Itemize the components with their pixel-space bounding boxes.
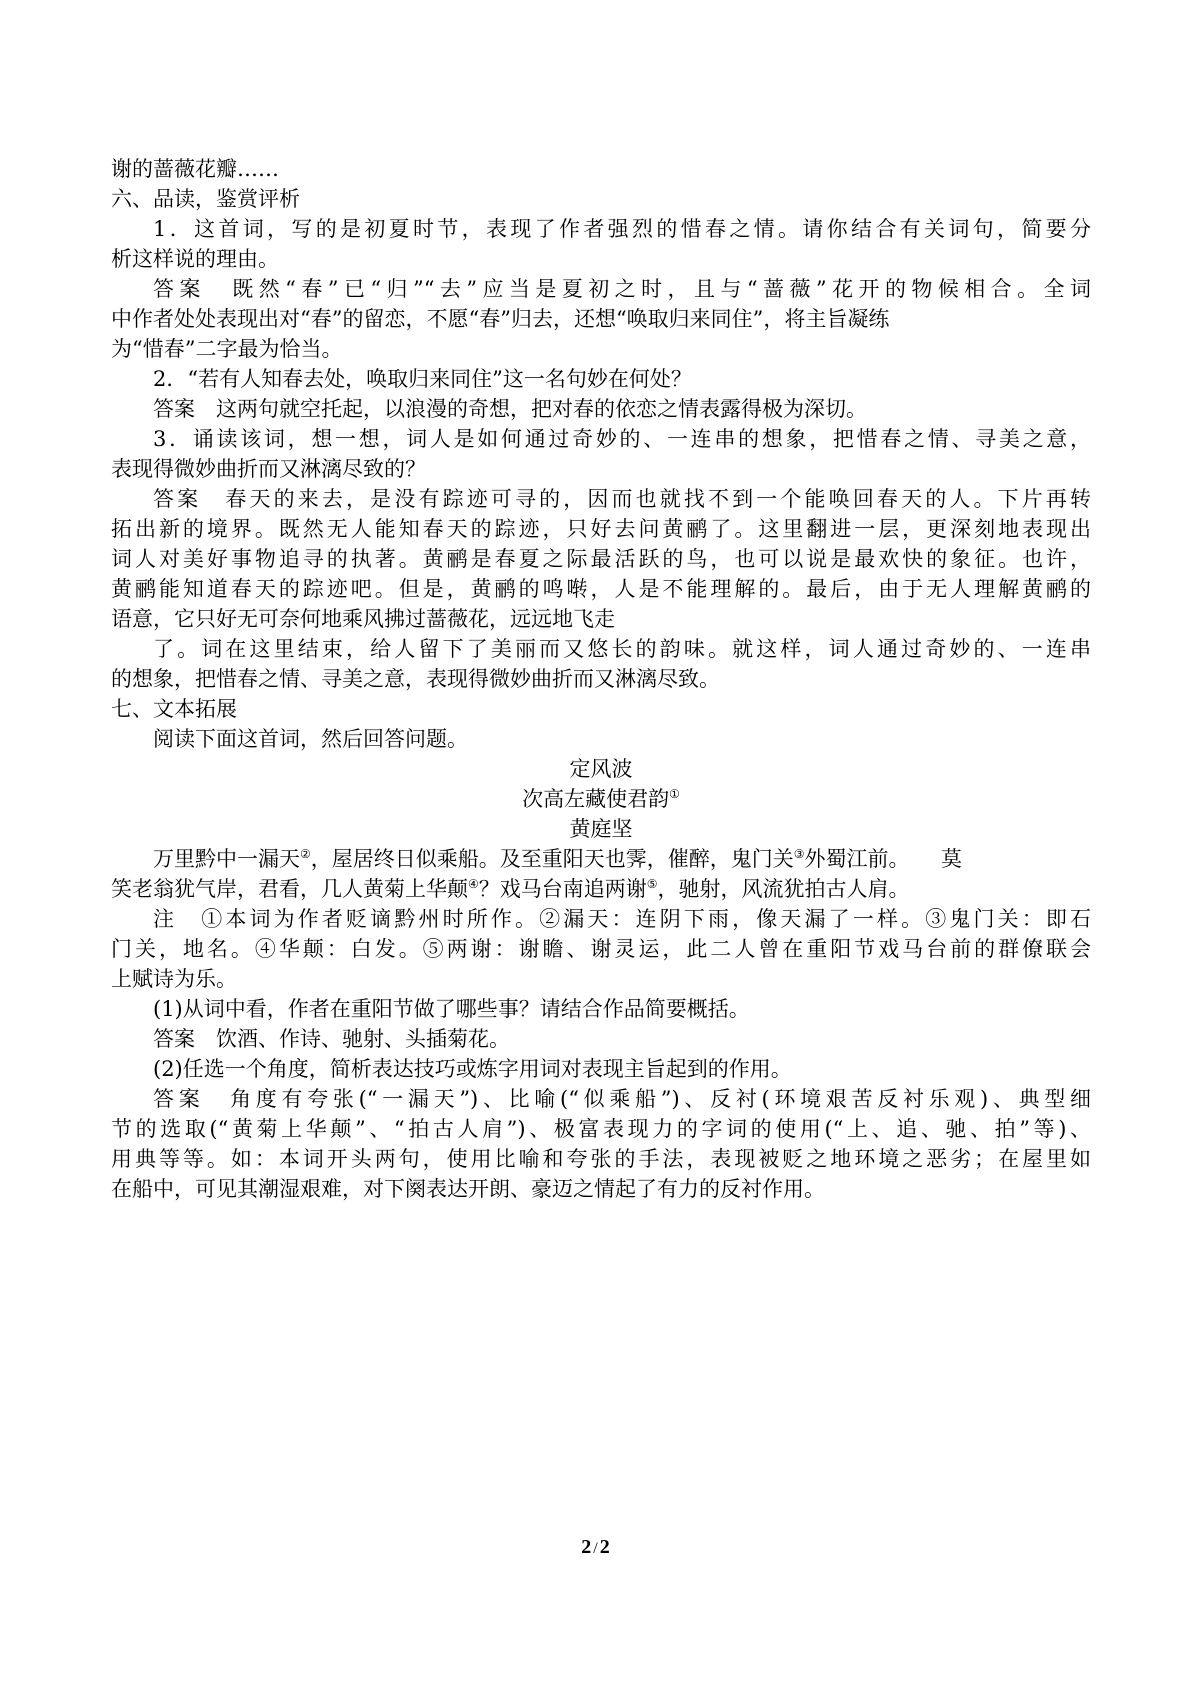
question-text: 2．“若有人知春去处，唤取归来同住”这一名句妙在何处？ xyxy=(153,367,692,391)
answer-text: 的想象，把惜春之情、寻美之意，表现得微妙曲折而又淋漓尽致。 xyxy=(111,667,720,691)
answer-text: 答案 既然“春”已“归”“去”应当是夏初之时，且与“蔷薇”花开的物候相合。全词 xyxy=(153,277,1091,301)
answer-text: 为“惜春”二字最为恰当。 xyxy=(111,337,343,361)
answer-text: 节的选取(“黄菊上华颠”、“拍古人肩”)、极富表现力的字词的使用(“上、追、驰、拍”等)、 xyxy=(111,1117,1091,1141)
answer-text: 中作者处处表现出对“春”的留恋，不愿“春”归去，还想“唤取归来同住”，将主旨凝练 xyxy=(111,307,890,331)
question-text: 析这样说的理由。 xyxy=(111,247,279,271)
answer-text: 答案 饮酒、作诗、驰射、头插菊花。 xyxy=(153,1027,510,1051)
footnote-mark: ① xyxy=(669,787,680,801)
question-text: (1)从词中看，作者在重阳节做了哪些事？请结合作品简要概括。 xyxy=(153,997,750,1021)
document-page xyxy=(111,154,1091,1204)
question-text: 3．诵读该词，想一想，词人是如何通过奇妙的、一连串的想象，把惜春之情、寻美之意， xyxy=(153,427,1091,451)
answer-text: 语意，它只好无可奈何地乘风拂过蔷薇花，远远地飞走 xyxy=(111,607,615,631)
poem-line: 笑老翁犹气岸，君看，几人黄菊上华颠④？戏马台南追两谢⑤，驰射，风流犹拍古人肩。 xyxy=(111,877,910,901)
answer-text: 黄鹂能知道春天的踪迹吧。但是，黄鹂的鸣啭，人是不能理解的。最后，由于无人理解黄鹂的 xyxy=(111,577,1091,601)
answer-text: 答案 春天的来去，是没有踪迹可寻的，因而也就找不到一个能唤回春天的人。下片再转 xyxy=(153,487,1091,511)
footnote-mark: ④ xyxy=(468,877,479,891)
note-text: 注 ①本词为作者贬谪黔州时所作。②漏天：连阴下雨，像天漏了一样。③鬼门关：即石 xyxy=(153,907,1091,931)
footnote-mark: ③ xyxy=(793,847,805,861)
poem-author: 黄庭坚 xyxy=(569,817,633,841)
answer-text: 词人对美好事物追寻的执著。黄鹂是春夏之际最活跃的鸟，也可以说是最欢快的象征。也许， xyxy=(111,547,1091,571)
section-heading: 七、文本拓展 xyxy=(111,697,237,721)
poem-line: 万里黔中一漏天②，屋居终日似乘船。及至重阳天也霁，催醉，鬼门关③外蜀江前。 莫 xyxy=(153,847,963,871)
answer-text: 答案 这两句就空托起，以浪漫的奇想，把对春的依恋之情表露得极为深切。 xyxy=(153,397,867,421)
note-text: 上赋诗为乐。 xyxy=(111,967,237,991)
footnote-mark: ⑤ xyxy=(646,877,658,891)
answer-text: 答案 角度有夸张(“一漏天”)、比喻(“似乘船”)、反衬(环境艰苦反衬乐观)、典型细 xyxy=(153,1087,1091,1111)
question-text: (2)任选一个角度，简析表达技巧或炼字用词对表现主旨起到的作用。 xyxy=(153,1057,792,1081)
poem-subtitle: 次高左藏使君韵① xyxy=(522,787,680,811)
poem-title: 定风波 xyxy=(569,757,633,781)
page-number: 2 / 2 xyxy=(581,1536,610,1558)
footnote-mark: ② xyxy=(300,847,311,861)
instruction-text: 阅读下面这首词，然后回答问题。 xyxy=(153,727,468,751)
answer-text: 用典等等。如：本词开头两句，使用比喻和夸张的手法，表现被贬之地环境之恶劣；在屋里如 xyxy=(111,1147,1091,1171)
answer-text: 在船中，可见其潮湿艰难，对下阕表达开朗、豪迈之情起了有力的反衬作用。 xyxy=(111,1177,825,1201)
note-text: 门关，地名。④华颠：白发。⑤两谢：谢瞻、谢灵运，此二人曾在重阳节戏马台前的群僚联会 xyxy=(111,937,1091,961)
text-line: 谢的蔷薇花瓣…… xyxy=(111,157,279,181)
question-text: 1．这首词，写的是初夏时节，表现了作者强烈的惜春之情。请你结合有关词句，简要分 xyxy=(153,217,1091,241)
answer-text: 拓出新的境界。既然无人能知春天的踪迹，只好去问黄鹂了。这里翻进一层，更深刻地表现出 xyxy=(111,517,1091,541)
section-heading: 六、品读，鉴赏评析 xyxy=(111,187,300,211)
question-text: 表现得微妙曲折而又淋漓尽致的？ xyxy=(111,457,426,481)
answer-text: 了。词在这里结束，给人留下了美丽而又悠长的韵味。就这样，词人通过奇妙的、一连串 xyxy=(153,637,1091,661)
